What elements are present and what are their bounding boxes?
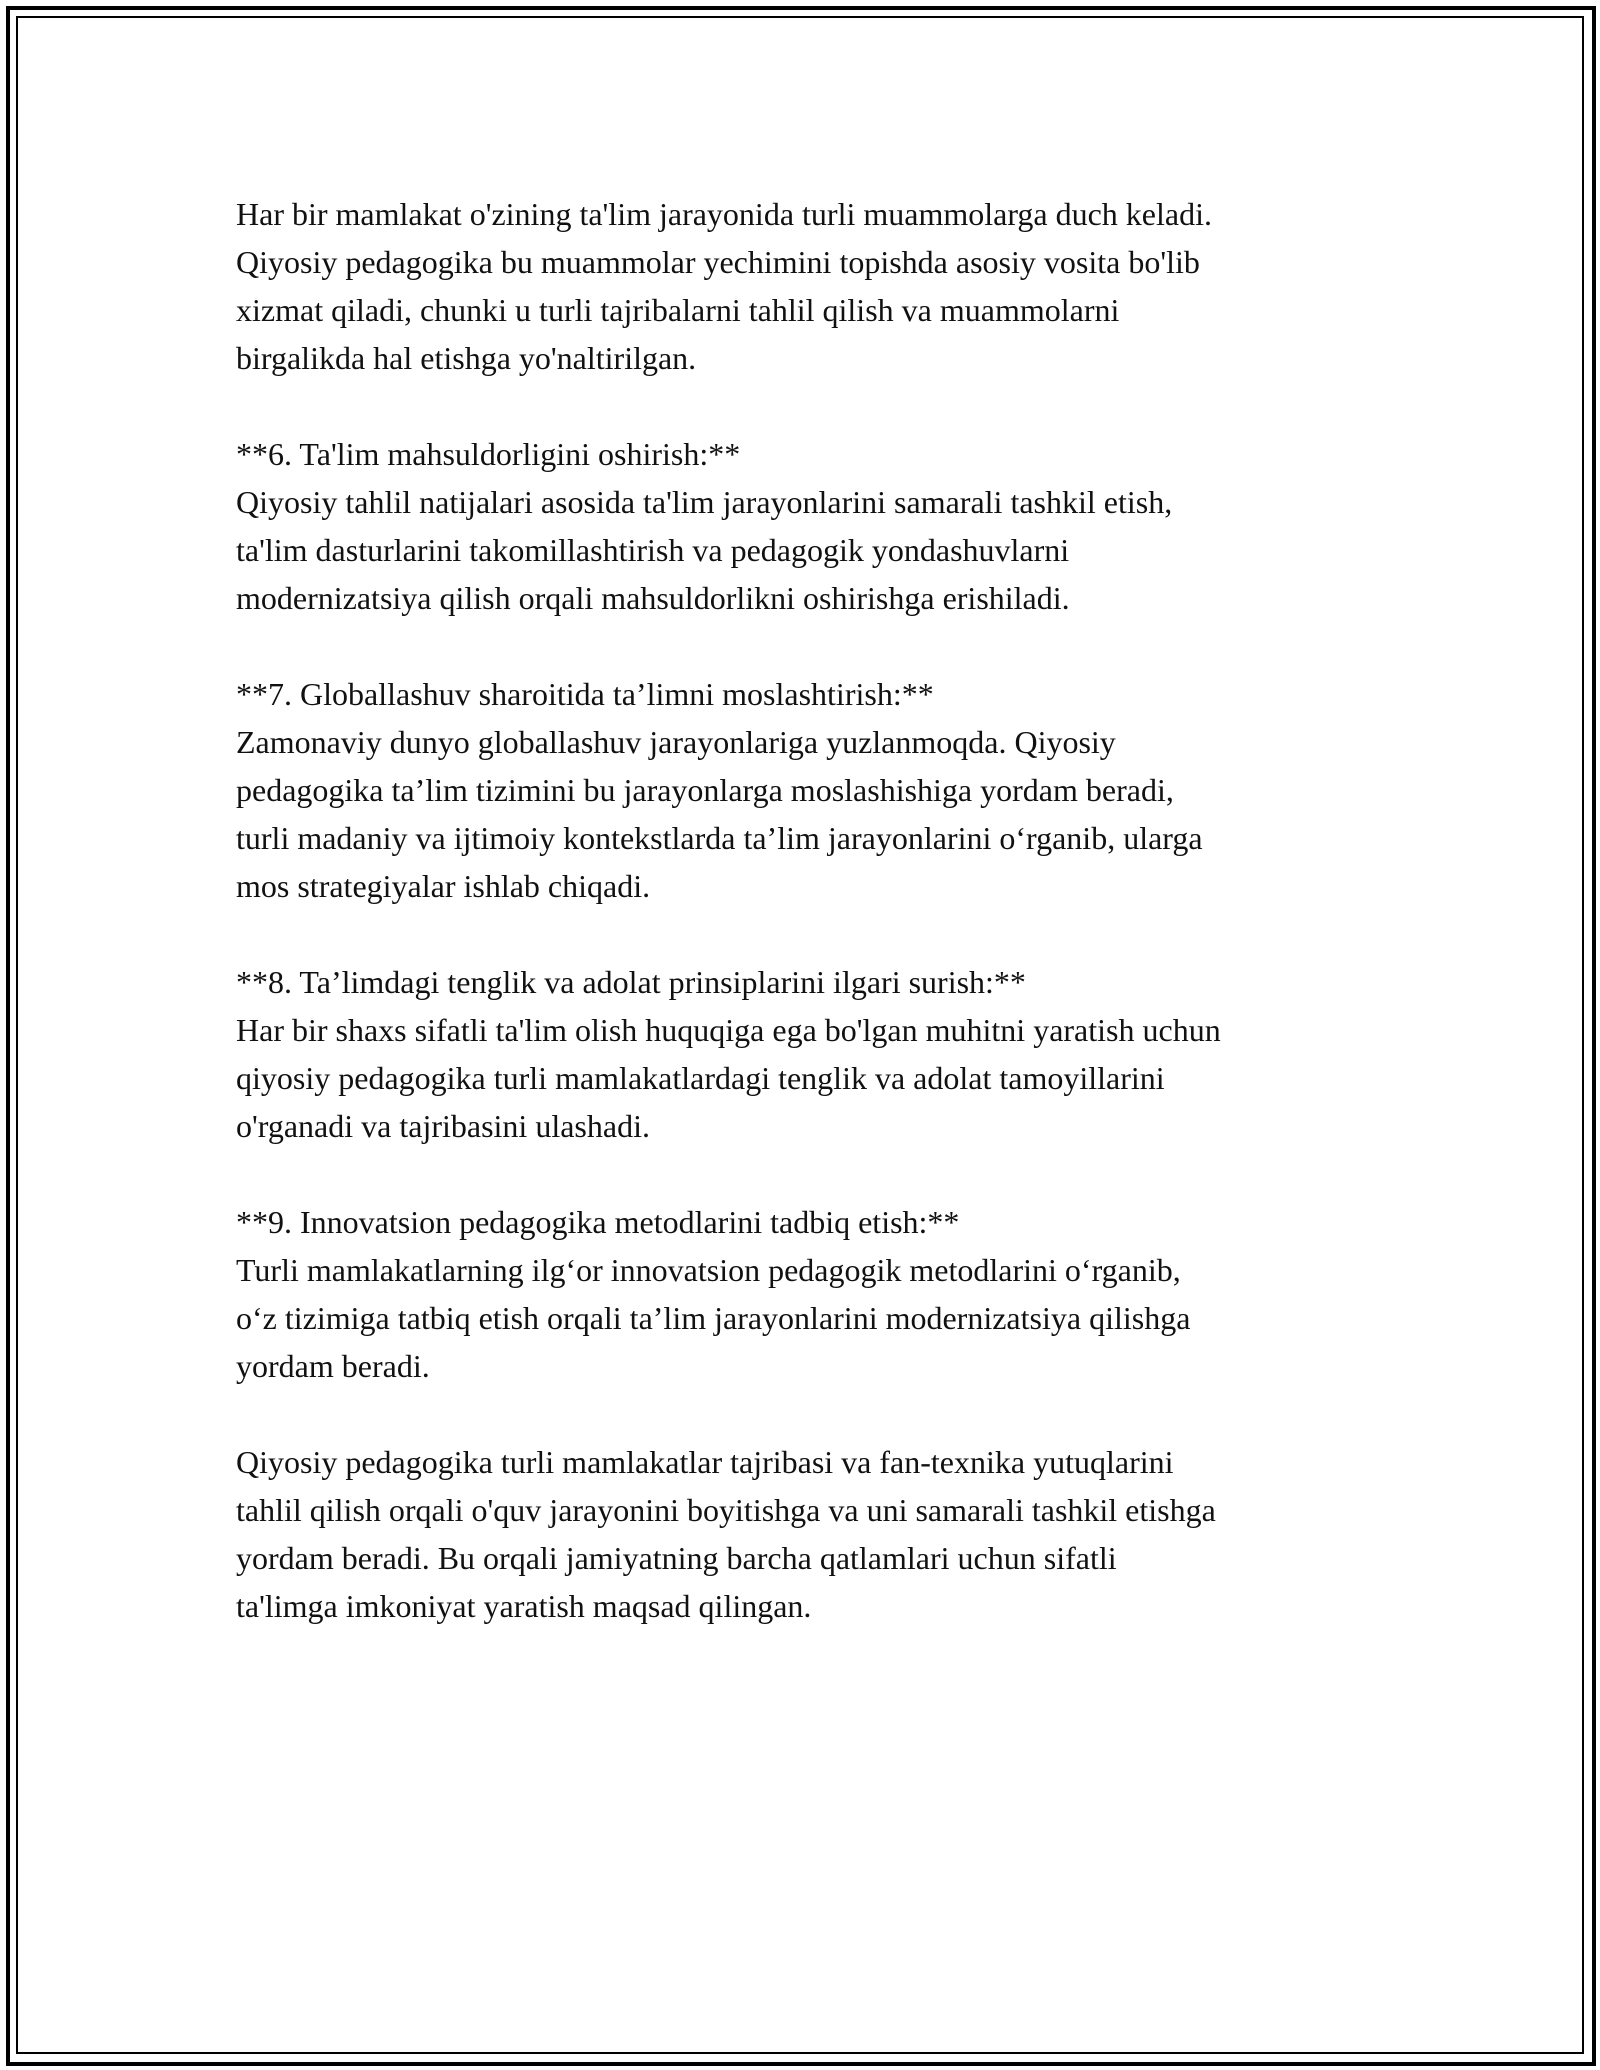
text-line: birgalikda hal etishga yo'naltirilgan. — [236, 340, 697, 376]
text-line: modernizatsiya qilish orqali mahsuldorlikni oshirishga erishiladi. — [236, 580, 1070, 616]
paragraph-section-8 — [236, 958, 1396, 1150]
text-line: ta'limga imkoniyat yaratish maqsad qilingan. — [236, 1588, 812, 1624]
text-line: tahlil qilish orqali o'quv jarayonini boyitishga va uni samarali tashkil etishga — [236, 1492, 1216, 1528]
text-line: qiyosiy pedagogika turli mamlakatlardagi tenglik va adolat tamoyillarini — [236, 1060, 1165, 1096]
text-line: Zamonaviy dunyo globallashuv jarayonlariga yuzlanmoqda. Qiyosiy — [236, 724, 1116, 760]
text-line: yordam beradi. — [236, 1348, 430, 1384]
text-line: Turli mamlakatlarning ilg‘or innovatsion pedagogik metodlarini o‘rganib, — [236, 1252, 1181, 1288]
paragraph-section-7 — [236, 670, 1396, 910]
text-line: Har bir shaxs sifatli ta'lim olish huquqiga ega bo'lgan muhitni yaratish uchun — [236, 1012, 1221, 1048]
text-line: Qiyosiy pedagogika turli mamlakatlar tajribasi va fan-texnika yutuqlarini — [236, 1444, 1174, 1480]
text-line: Qiyosiy pedagogika bu muammolar yechimini topishda asosiy vosita bo'lib — [236, 244, 1200, 280]
text-line: o‘z tizimiga tatbiq etish orqali ta’lim jarayonlarini modernizatsiya qilishga — [236, 1300, 1191, 1336]
paragraph-intro — [236, 190, 1396, 382]
text-line: o'rganadi va tajribasini ulashadi. — [236, 1108, 650, 1144]
text-line: yordam beradi. Bu orqali jamiyatning barcha qatlamlari uchun sifatli — [236, 1540, 1117, 1576]
section-heading: **9. Innovatsion pedagogika metodlarini tadbiq etish:** — [236, 1204, 960, 1240]
section-heading: **8. Ta’limdagi tenglik va adolat prinsiplarini ilgari surish:** — [236, 964, 1026, 1000]
paragraph-section-6 — [236, 430, 1396, 622]
paragraph-conclusion — [236, 1438, 1396, 1630]
text-line: Har bir mamlakat o'zining ta'lim jarayonida turli muammolarga duch keladi. — [236, 196, 1212, 232]
text-line: xizmat qiladi, chunki u turli tajribalarni tahlil qilish va muammolarni — [236, 292, 1120, 328]
text-line: turli madaniy va ijtimoiy kontekstlarda ta’lim jarayonlarini o‘rganib, ularga — [236, 820, 1203, 856]
text-line: pedagogika ta’lim tizimini bu jarayonlarga moslashishiga yordam beradi, — [236, 772, 1174, 808]
document-body — [236, 190, 1396, 1678]
text-line: mos strategiyalar ishlab chiqadi. — [236, 868, 651, 904]
text-line: ta'lim dasturlarini takomillashtirish va pedagogik yondashuvlarni — [236, 532, 1070, 568]
section-heading: **6. Ta'lim mahsuldorligini oshirish:** — [236, 436, 741, 472]
section-heading: **7. Globallashuv sharoitida ta’limni moslashtirish:** — [236, 676, 934, 712]
text-line: Qiyosiy tahlil natijalari asosida ta'lim jarayonlarini samarali tashkil etish, — [236, 484, 1173, 520]
paragraph-section-9 — [236, 1198, 1396, 1390]
